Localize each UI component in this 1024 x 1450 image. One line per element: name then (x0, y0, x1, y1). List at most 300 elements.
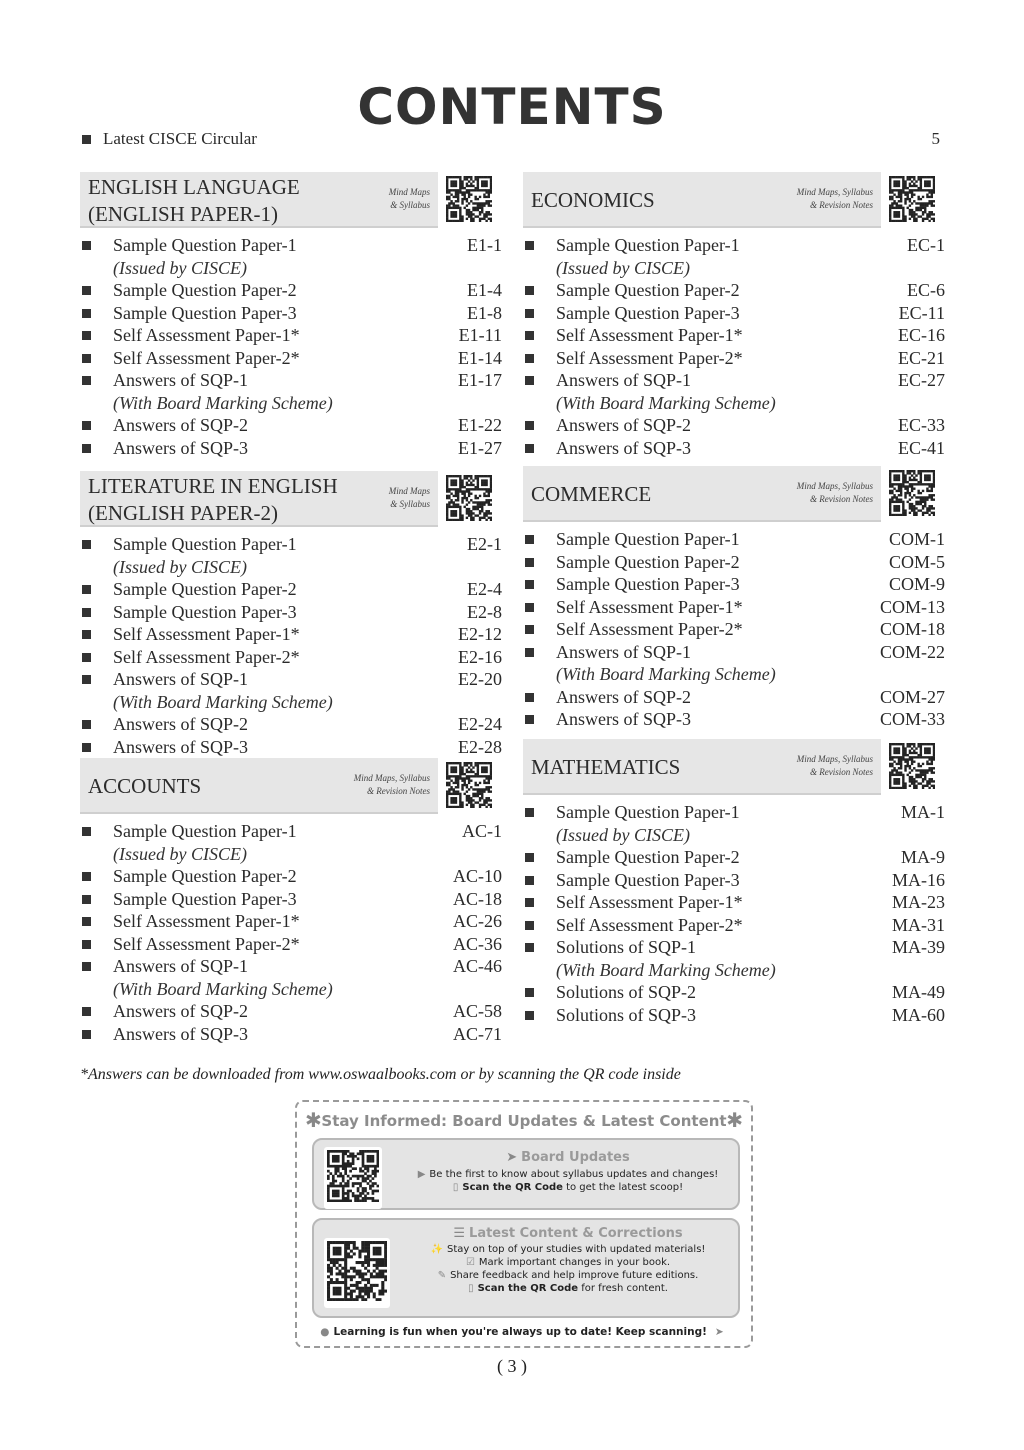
books-icon: ☰ (453, 1226, 466, 1241)
party-popper-icon: ✱ (726, 1108, 743, 1132)
left-column-2 (80, 471, 510, 758)
contents-entry[interactable] (523, 437, 953, 460)
section-header-box (80, 758, 438, 814)
entry-note: (With Board Marking Scheme) (113, 392, 333, 413)
section-header-box (80, 172, 438, 228)
megaphone-icon: ▶ (417, 1169, 426, 1180)
entry-label: Solutions of SQP-2 (556, 982, 697, 1002)
entry-page: AC-10 (453, 866, 502, 886)
entry-page: AC-46 (453, 956, 502, 976)
bullet-icon (525, 853, 534, 862)
contents-entry[interactable] (80, 601, 510, 624)
bullet-icon (82, 135, 91, 144)
section-subtitle: (ENGLISH PAPER-1) (88, 202, 278, 226)
bullet-icon (82, 827, 91, 836)
contents-entry[interactable] (523, 347, 953, 370)
entry-page: EC-6 (907, 280, 945, 300)
board-updates-line2: to get the latest scoop! (562, 1182, 684, 1193)
entry-page: COM-22 (879, 641, 945, 662)
entry-note: (Issued by CISCE) (556, 257, 690, 278)
entry-label: Self Assessment Paper-1* (556, 892, 743, 912)
page-title: CONTENTS (357, 78, 667, 136)
bullet-icon (82, 917, 91, 926)
entry-page: E1-11 (458, 325, 502, 345)
entry-note: (With Board Marking Scheme) (556, 392, 776, 413)
entry-label: Answers of SQP-1 (113, 956, 248, 976)
page-number: ( 3 ) (497, 1356, 527, 1376)
entry-page: COM-9 (888, 574, 945, 594)
entry-label: Sample Question Paper-2 (113, 866, 297, 886)
contents-entry[interactable] (523, 1004, 953, 1027)
contents-entry[interactable] (523, 369, 953, 414)
entry-page: MA-39 (892, 937, 945, 957)
contents-entry[interactable] (80, 820, 510, 865)
entry-page: MA-16 (892, 869, 945, 890)
entry-page: MA-31 (892, 914, 945, 935)
bullet-icon (82, 286, 91, 295)
entry-label: Answers of SQP-3 (556, 437, 691, 458)
entry-label: Answers of SQP-2 (556, 686, 691, 707)
section-header (80, 172, 510, 228)
contents-entry[interactable] (523, 981, 953, 1004)
note-line: Mind Maps, Syllabus (796, 481, 873, 491)
entry-page: AC-18 (453, 888, 502, 909)
entry-page: E1-17 (458, 370, 502, 390)
contents-entry[interactable] (523, 914, 953, 937)
contents-list (523, 234, 953, 459)
bullet-icon (525, 535, 534, 544)
entry-page: E2-28 (458, 736, 502, 757)
contents-entry[interactable] (80, 324, 510, 347)
entry-label: Self Assessment Paper-1* (556, 325, 743, 345)
section-header-box (523, 172, 881, 228)
entry-label: Sample Question Paper-2 (113, 579, 297, 599)
phone-icon: ▯ (452, 1182, 459, 1193)
section-accounts (80, 758, 510, 1045)
entry-page: E1-22 (458, 415, 502, 435)
bullet-icon (82, 675, 91, 684)
entry-label: Self Assessment Paper-1* (556, 596, 743, 617)
contents-entry[interactable] (80, 888, 510, 911)
bullet-icon (82, 653, 91, 662)
entry-label: Self Assessment Paper-1* (113, 911, 300, 931)
entry-page: MA-1 (901, 802, 945, 822)
bullet-icon (82, 331, 91, 340)
contents-entry[interactable] (80, 1000, 510, 1023)
contents-entry[interactable] (523, 573, 953, 596)
entry-label: Solutions of SQP-1 (556, 937, 697, 957)
entry-label: Self Assessment Paper-2* (113, 347, 300, 368)
qr-code[interactable] (324, 1238, 390, 1308)
contents-entry[interactable] (80, 414, 510, 437)
entry-page: E2-8 (467, 601, 502, 622)
section-literature (80, 471, 510, 758)
bullet-icon (525, 354, 534, 363)
contents-entry[interactable] (80, 347, 510, 370)
note-line: & Revision Notes (810, 494, 873, 504)
section-resources-note (320, 772, 430, 798)
qr-code[interactable] (446, 475, 492, 521)
bullet-icon (525, 1011, 534, 1020)
bullet-icon (82, 872, 91, 881)
bullet-icon (525, 421, 534, 430)
contents-entry[interactable] (80, 279, 510, 302)
entry-page: COM-5 (888, 551, 945, 572)
entry-label: Self Assessment Paper-2* (113, 933, 300, 954)
qr-code[interactable] (889, 176, 935, 222)
entry-note: (Issued by CISCE) (556, 824, 690, 845)
entry-page: COM-18 (879, 619, 945, 639)
note-line: Mind Maps, Syllabus (796, 754, 873, 764)
contents-entry[interactable] (523, 801, 953, 846)
bullet-icon (82, 309, 91, 318)
latest-content-line1: Stay on top of your studies with updated materials! (447, 1244, 706, 1255)
scan-qr-bold: Scan the QR Code (462, 1182, 563, 1193)
entry-page: COM-1 (888, 529, 945, 549)
contents-entry[interactable] (80, 646, 510, 669)
bullet-icon (525, 309, 534, 318)
entry-page: COM-33 (879, 709, 945, 729)
bullet-icon (525, 921, 534, 930)
note-line: & Revision Notes (367, 786, 430, 796)
entry-label: Sample Question Paper-1 (556, 802, 740, 822)
section-title: ACCOUNTS (88, 774, 202, 798)
contents-entry[interactable] (80, 302, 510, 325)
entry-label: Sample Question Paper-1 (556, 529, 740, 549)
note-line: & Revision Notes (810, 200, 873, 210)
entry-page: E1-27 (458, 437, 502, 458)
bullet-icon (525, 715, 534, 724)
contents-entry[interactable] (80, 578, 510, 601)
entry-label: Sample Question Paper-3 (113, 302, 297, 323)
entry-label: Answers of SQP-3 (113, 437, 248, 458)
bullet-icon (82, 354, 91, 363)
section-title: COMMERCE (531, 482, 652, 506)
entry-label: Answers of SQP-1 (556, 370, 691, 390)
bullet-icon (82, 630, 91, 639)
section-header (80, 758, 510, 814)
entry-label: Self Assessment Paper-2* (556, 914, 743, 935)
checkbox-icon: ☑ (465, 1257, 475, 1268)
bullet-icon (82, 1007, 91, 1016)
contents-entry[interactable] (523, 708, 953, 731)
contents-entry[interactable] (523, 528, 953, 551)
latest-content-card (312, 1218, 740, 1318)
contents-entry[interactable] (523, 686, 953, 709)
qr-code[interactable] (889, 470, 935, 516)
bullet-icon (525, 603, 534, 612)
entry-label: Sample Question Paper-1 (113, 235, 297, 255)
contents-entry[interactable] (523, 596, 953, 619)
entry-label: Sample Question Paper-1 (113, 821, 297, 841)
entry-page: E1-14 (458, 347, 502, 368)
circular-entry[interactable] (82, 129, 257, 149)
right-column-3 (523, 739, 953, 1026)
entry-page: EC-21 (898, 347, 945, 368)
entry-label: Answers of SQP-3 (113, 736, 248, 757)
entry-label: Self Assessment Paper-2* (113, 646, 300, 667)
qr-code[interactable] (446, 176, 492, 222)
bullet-icon (525, 625, 534, 634)
section-header-box (80, 471, 438, 527)
entry-page: COM-13 (879, 596, 945, 617)
entry-page: AC-58 (453, 1001, 502, 1021)
left-column-3 (80, 758, 510, 1045)
promo-tagline (297, 1326, 751, 1338)
contents-list (80, 820, 510, 1045)
entry-label: Answers of SQP-2 (113, 714, 248, 734)
contents-entry[interactable] (80, 933, 510, 956)
entry-label: Sample Question Paper-2 (556, 280, 740, 300)
contents-entry[interactable] (80, 369, 510, 414)
contents-entry[interactable] (523, 936, 953, 981)
entry-label: Self Assessment Paper-2* (556, 619, 743, 639)
entry-label: Self Assessment Paper-2* (556, 347, 743, 368)
bullet-icon (525, 376, 534, 385)
bullet-icon (82, 720, 91, 729)
entry-label: Sample Question Paper-3 (556, 869, 740, 890)
contents-entry[interactable] (80, 736, 510, 759)
board-updates-card (312, 1138, 740, 1210)
section-title: ENGLISH LANGUAGE (88, 175, 300, 199)
footnote: *Answers can be downloaded from www.oswaalbooks.com or by scanning the QR code inside (80, 1066, 681, 1083)
left-column (80, 172, 510, 459)
right-column (523, 172, 953, 459)
section-header (523, 172, 953, 228)
circular-page: 5 (931, 129, 940, 148)
entry-page: EC-33 (898, 415, 945, 435)
section-resources-note (320, 186, 430, 212)
section-title: MATHEMATICS (531, 755, 681, 779)
entry-page: EC-1 (907, 235, 945, 255)
section-resources-note (763, 753, 873, 779)
section-title: LITERATURE IN ENGLISH (88, 474, 338, 498)
entry-page: COM-27 (879, 686, 945, 707)
entry-note: (With Board Marking Scheme) (556, 664, 776, 684)
entry-page: AC-36 (453, 933, 502, 954)
entry-page: E2-1 (467, 534, 502, 554)
contents-entry[interactable] (523, 641, 953, 686)
entry-page: AC-71 (453, 1023, 502, 1044)
rocket-icon: ➤ (506, 1150, 518, 1165)
contents-entry[interactable] (523, 846, 953, 869)
entry-page: E2-24 (458, 714, 502, 734)
note-line: & Syllabus (390, 499, 430, 509)
entry-label: Answers of SQP-1 (113, 669, 248, 689)
entry-label: Sample Question Paper-2 (113, 280, 297, 300)
qr-code[interactable] (446, 762, 492, 808)
contents-list (80, 533, 510, 758)
contents-entry[interactable] (80, 1023, 510, 1046)
section-header (523, 739, 953, 795)
entry-page: E1-8 (467, 302, 502, 323)
party-popper-icon: ✱ (305, 1108, 322, 1132)
entry-label: Answers of SQP-1 (113, 370, 248, 390)
bullet-icon (525, 943, 534, 952)
contents-entry[interactable] (523, 618, 953, 641)
entry-label: Sample Question Paper-3 (113, 601, 297, 622)
entry-note: (Issued by CISCE) (113, 556, 247, 577)
entry-page: E1-4 (467, 280, 502, 300)
entry-page: AC-26 (453, 911, 502, 931)
section-resources-note (320, 485, 430, 511)
latest-content-line2: Mark important changes in your book. (478, 1257, 671, 1268)
contents-entry[interactable] (523, 551, 953, 574)
contents-entry[interactable] (80, 910, 510, 933)
entry-label: Answers of SQP-2 (556, 415, 691, 435)
contents-entry[interactable] (80, 533, 510, 578)
section-header-box (523, 739, 881, 795)
entry-label: Sample Question Paper-3 (556, 574, 740, 594)
promo-title: Stay Informed: Board Updates & Latest Content (321, 1112, 727, 1130)
contents-entry[interactable] (523, 279, 953, 302)
entry-label: Answers of SQP-3 (556, 709, 691, 729)
section-subtitle: (ENGLISH PAPER-2) (88, 501, 278, 525)
bullet-icon (525, 988, 534, 997)
bullet-icon (525, 898, 534, 907)
entry-label: Self Assessment Paper-1* (113, 624, 300, 644)
entry-label: Sample Question Paper-2 (556, 551, 740, 572)
section-english-language (80, 172, 510, 459)
entry-page: MA-23 (892, 892, 945, 912)
contents-entry[interactable] (523, 414, 953, 437)
rocket-icon: ➤ (714, 1326, 724, 1338)
bullet-icon (525, 648, 534, 657)
entry-page: E2-12 (458, 624, 502, 644)
entry-label: Solutions of SQP-3 (556, 1004, 697, 1025)
bullet-icon (525, 286, 534, 295)
entry-note: (Issued by CISCE) (113, 257, 247, 278)
entry-note: (Issued by CISCE) (113, 843, 247, 864)
bullet-icon (82, 241, 91, 250)
contents-entry[interactable] (80, 623, 510, 646)
bullet-icon (525, 444, 534, 453)
section-mathematics (523, 739, 953, 1026)
latest-content-title: Latest Content & Corrections (469, 1226, 683, 1241)
contents-entry[interactable] (80, 668, 510, 713)
entry-page: E2-16 (458, 646, 502, 667)
entry-note: (With Board Marking Scheme) (113, 978, 333, 999)
bullet-icon (82, 608, 91, 617)
entry-page: MA-49 (892, 982, 945, 1002)
scan-qr-bold: Scan the QR Code (477, 1283, 579, 1294)
bullet-icon (82, 962, 91, 971)
section-header (523, 466, 953, 522)
circular-label: Latest CISCE Circular (103, 129, 257, 148)
contents-entry[interactable] (523, 324, 953, 347)
bullet-icon (82, 743, 91, 752)
contents-entry[interactable] (523, 869, 953, 892)
entry-page: MA-9 (901, 847, 945, 867)
note-line: & Syllabus (390, 200, 430, 210)
contents-entry[interactable] (523, 302, 953, 325)
entry-page: AC-1 (462, 821, 502, 841)
bullet-icon (525, 241, 534, 250)
bullet-icon (82, 444, 91, 453)
contents-entry[interactable] (80, 955, 510, 1000)
entry-label: Answers of SQP-3 (113, 1023, 248, 1044)
tagline-text: Learning is fun when you're always up to date! Keep scanning! (333, 1326, 707, 1338)
entry-label: Sample Question Paper-1 (113, 534, 297, 554)
bullet-icon (82, 540, 91, 549)
qr-code[interactable] (324, 1147, 382, 1209)
note-line: Mind Maps (388, 187, 430, 197)
bullet-icon (82, 1030, 91, 1039)
bullet-icon (525, 558, 534, 567)
entry-label: Sample Question Paper-2 (556, 847, 740, 867)
entry-label: Answers of SQP-2 (113, 415, 248, 435)
bullet-icon (525, 580, 534, 589)
entry-page: EC-27 (898, 370, 945, 390)
entry-note: (With Board Marking Scheme) (556, 959, 776, 980)
section-commerce (523, 466, 953, 731)
bullet-icon (525, 331, 534, 340)
section-resources-note (763, 480, 873, 506)
section-header (80, 471, 510, 527)
board-updates-title: Board Updates (521, 1150, 630, 1165)
lightbulb-icon: ● (320, 1326, 330, 1338)
entry-page: EC-11 (898, 302, 945, 323)
contents-list (523, 801, 953, 1026)
contents-list (523, 528, 953, 731)
entry-label: Sample Question Paper-3 (556, 302, 740, 323)
bullet-icon (82, 376, 91, 385)
section-resources-note (763, 186, 873, 212)
qr-code[interactable] (889, 743, 935, 789)
latest-content-line4: for fresh content. (578, 1283, 668, 1294)
bullet-icon (82, 895, 91, 904)
entry-label: Sample Question Paper-1 (556, 235, 740, 255)
bullet-icon (82, 421, 91, 430)
note-line: Mind Maps, Syllabus (796, 187, 873, 197)
contents-entry[interactable] (80, 865, 510, 888)
note-line: Mind Maps, Syllabus (353, 773, 430, 783)
bullet-icon (525, 808, 534, 817)
section-header-box (523, 466, 881, 522)
contents-entry[interactable] (80, 437, 510, 460)
section-title: ECONOMICS (531, 188, 655, 212)
entry-label: Self Assessment Paper-1* (113, 325, 300, 345)
bullet-icon (82, 940, 91, 949)
contents-list (80, 234, 510, 459)
promo-box (295, 1100, 753, 1348)
section-economics (523, 172, 953, 459)
contents-entry[interactable] (80, 713, 510, 736)
pencil-icon: ✎ (437, 1270, 447, 1281)
latest-content-line3: Share feedback and help improve future editions. (450, 1270, 699, 1281)
bullet-icon (525, 876, 534, 885)
contents-entry[interactable] (523, 234, 953, 279)
entry-page: EC-41 (898, 437, 945, 458)
entry-page: EC-16 (898, 325, 945, 345)
entry-label: Answers of SQP-2 (113, 1001, 248, 1021)
contents-entry[interactable] (80, 234, 510, 279)
contents-entry[interactable] (523, 891, 953, 914)
entry-label: Sample Question Paper-3 (113, 888, 297, 909)
bullet-icon (82, 585, 91, 594)
board-updates-line1: Be the first to know about syllabus updates and changes! (429, 1169, 719, 1180)
entry-note: (With Board Marking Scheme) (113, 691, 333, 712)
note-line: & Revision Notes (810, 767, 873, 777)
entry-page: E2-4 (467, 579, 502, 599)
bullet-icon (525, 693, 534, 702)
sparkle-icon: ✨ (430, 1244, 443, 1255)
entry-label: Answers of SQP-1 (556, 641, 691, 662)
entry-page: E1-1 (467, 235, 502, 255)
entry-page: MA-60 (892, 1004, 945, 1025)
entry-page: E2-20 (458, 669, 502, 689)
note-line: Mind Maps (388, 486, 430, 496)
